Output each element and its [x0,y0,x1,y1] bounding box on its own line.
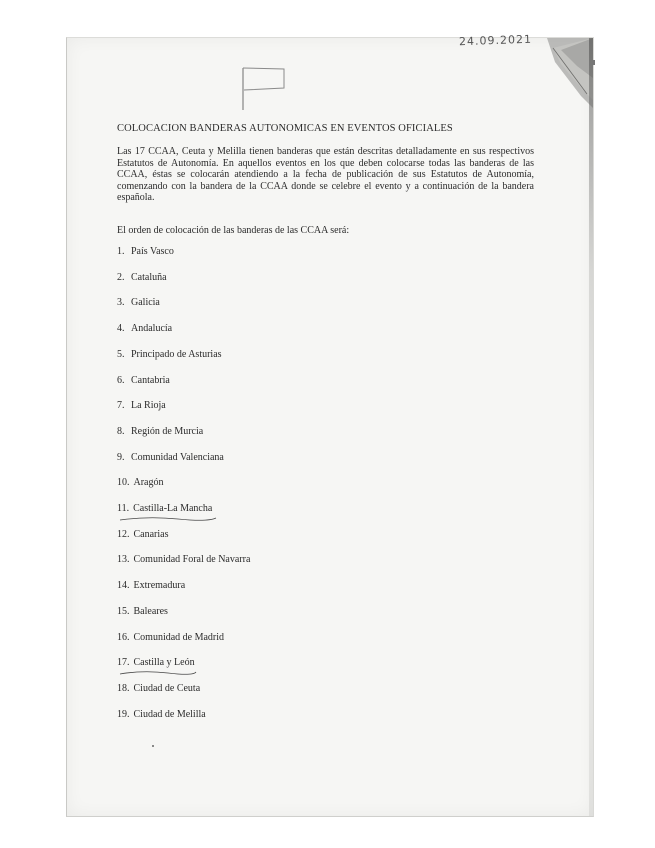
list-item [117,554,250,565]
list-label: Ciudad de Ceuta [133,682,201,694]
list-item [117,272,167,283]
intro-paragraph: Las 17 CCAA, Ceuta y Melilla tienen banderas que están descritas detalladamente en sus respectivos Estatutos de Autonomía. En aquellos eventos en los que deben colocarse todas las banderas de las CCAA, éstas se colocarán atendiendo a la fecha de publicación de sus Estatutos de Autonomía, comenzando con la bandera de la CCAA donde se celebre el evento y a continuación de la bandera española. [117,146,534,204]
list-label: País Vasco [131,246,174,257]
list-label: Extremadura [133,580,186,592]
list-label: Comunidad Foral de Navarra [133,554,251,566]
page-edge-shadow [589,38,593,816]
list-number: 14. [117,580,130,592]
list-number: 1. [117,246,125,257]
list-number: 10. [117,477,130,489]
list-number: 4. [117,323,125,335]
list-item [117,246,174,257]
list-label: Canarias [133,528,169,540]
list-number: 6. [117,374,125,386]
list-label: Galicia [131,297,160,309]
list-label: Aragón [133,477,164,489]
list-item [117,606,168,617]
list-label: Comunidad Valenciana [131,451,224,463]
list-number: 9. [117,451,125,463]
list-item [117,349,222,360]
list-label: Castilla-La Mancha [133,503,213,514]
list-number: 11. [117,503,130,514]
list-item [117,426,203,437]
list-number: 19. [117,708,130,720]
list-number: 3. [117,297,125,309]
list-item [117,477,164,488]
page-title: COLOCACION BANDERAS AUTONOMICAS EN EVENTOS OFICIALES [117,123,453,134]
list-number: 18. [117,682,130,694]
list-number: 8. [117,425,125,437]
list-label: Andalucía [131,323,173,335]
list-label: Comunidad de Madrid [133,631,225,643]
list-item [117,632,224,643]
list-label: Castilla y León [133,657,195,669]
list-item [117,580,185,591]
list-item [117,297,160,308]
handwritten-date: 24.09.2021 [458,32,533,49]
list-item [117,323,172,334]
list-label: Ciudad de Melilla [133,708,206,720]
list-item [117,683,200,694]
list-item [117,400,166,411]
list-item [117,452,224,463]
list-number: 2. [117,271,125,283]
list-item [117,375,170,386]
list-label: Cantabria [131,374,170,386]
list-item [117,529,169,540]
list-intro: El orden de colocación de las banderas de las CCAA será: [117,225,350,236]
list-label: Región de Murcia [131,425,204,437]
list-item [117,657,195,668]
list-number: 17. [117,657,130,669]
list-number: 16. [117,631,130,643]
flag-sketch-icon [240,66,288,112]
list-number: 13. [117,554,130,566]
list-label: Baleares [133,605,168,617]
list-label: Principado de Asturias [131,348,222,360]
folded-corner-icon [547,38,593,108]
list-number: 12. [117,528,130,540]
ink-dot [152,745,154,747]
list-number: 15. [117,605,130,617]
list-label: La Rioja [131,400,166,412]
edge-mark [592,60,595,65]
list-number: 7. [117,400,125,412]
list-item [117,709,206,720]
list-item [117,503,212,514]
list-number: 5. [117,348,125,360]
list-label: Cataluña [131,271,167,283]
